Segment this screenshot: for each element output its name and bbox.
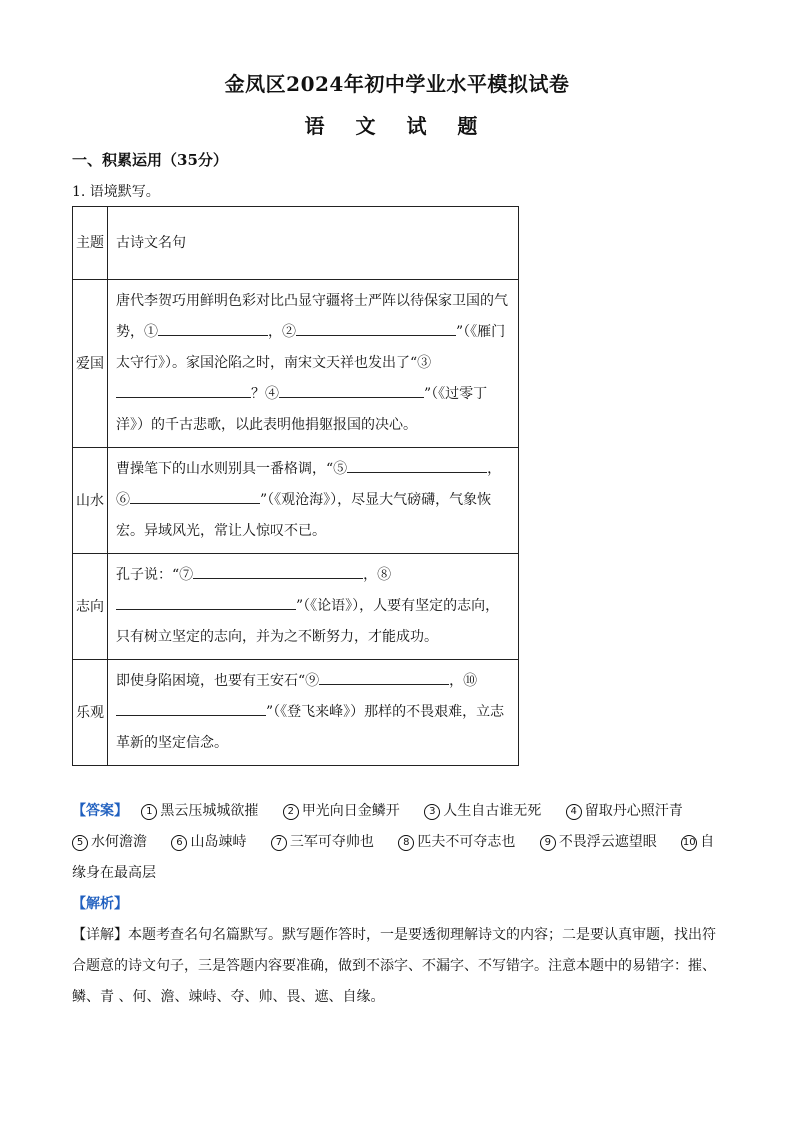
fill-blank-7[interactable] bbox=[193, 560, 363, 579]
answer-tag: 【答案】 bbox=[72, 803, 128, 819]
answer-item: 8 匹夫不可夺志也 bbox=[398, 834, 515, 850]
answer-item: 4 留取丹心照汗青 bbox=[566, 803, 683, 819]
answer-item: 2 甲光向日金鳞开 bbox=[283, 803, 400, 819]
answer-item: 7 三军可夺帅也 bbox=[271, 834, 374, 850]
row-content: 唐代李贺巧用鲜明色彩对比凸显守疆将士严阵以待保家卫国的气势，① ，② ”（《雁门太守行》）。家国沦陷之时，南宋文天祥也发出了“③？④ ”（《过零丁洋》）的千古悲歌，以此表明他捐躯报国的决心。 bbox=[108, 280, 519, 448]
row-topic: 爱国 bbox=[73, 280, 108, 448]
table-row bbox=[73, 554, 519, 660]
fill-blank-8[interactable] bbox=[116, 591, 296, 610]
answer-section bbox=[72, 796, 724, 1013]
answer-item: 10 自缘身在最高层 bbox=[72, 834, 715, 881]
fill-blank-1[interactable] bbox=[158, 317, 268, 336]
header-topic: 主题 bbox=[73, 207, 108, 280]
fill-blank-10[interactable] bbox=[116, 697, 266, 716]
fill-blank-2[interactable] bbox=[296, 317, 456, 336]
exam-title: 金凤区2024年初中学业水平模拟试卷 bbox=[224, 72, 570, 96]
answer-item: 1 黑云压城城欲摧 bbox=[141, 803, 258, 819]
table-row bbox=[73, 448, 519, 554]
answer-number: 1 bbox=[141, 804, 157, 820]
answer-item: 9 不畏浮云遮望眼 bbox=[540, 834, 657, 850]
answer-number: 2 bbox=[283, 804, 299, 820]
poem-table bbox=[72, 206, 519, 766]
answer-number: 5 bbox=[72, 835, 88, 851]
row-content: 曹操笔下的山水则别具一番格调，“⑤ ，⑥ ”（《观沧海》），尽显大气磅礴，气象恢宏。异域风光，常让人惊叹不已。 bbox=[108, 448, 519, 554]
row-content: 孔子说：“⑦ ，⑧”（《论语》），人要有坚定的志向，只有树立坚定的志向，并为之不断努力，才能成功。 bbox=[108, 554, 519, 660]
answer-item: 5 水何澹澹 bbox=[72, 834, 147, 850]
question-label: 1. 语境默写。 bbox=[72, 184, 160, 200]
fill-blank-6[interactable] bbox=[130, 485, 260, 504]
answer-number: 8 bbox=[398, 835, 414, 851]
analysis-detail bbox=[72, 920, 724, 1013]
answer-item: 6 山岛竦峙 bbox=[171, 834, 246, 850]
detail-text: 本题考查名句名篇默写。默写题作答时，一是要透彻理解诗文的内容；二是要认真审题，找出符合题意的诗文句子，三是答题内容要准确，做到不添字、不漏字、不写错字。注意本题中的易错字：摧、鳞、青 、何、澹、竦峙、夺、帅、畏、遮、自缘。 bbox=[72, 927, 716, 1005]
exam-subject: 语 文 试 题 bbox=[304, 114, 490, 138]
header-content: 古诗文名句 bbox=[108, 207, 519, 280]
analysis-tag: 【解析】 bbox=[72, 896, 128, 912]
detail-tag: 【详解】 bbox=[72, 927, 128, 943]
fill-blank-5[interactable] bbox=[347, 454, 487, 473]
table-row bbox=[73, 660, 519, 766]
answer-number: 3 bbox=[424, 804, 440, 820]
section-title: 一、积累运用（35分） bbox=[72, 151, 228, 169]
table-row bbox=[73, 280, 519, 448]
row-topic: 乐观 bbox=[73, 660, 108, 766]
answer-list bbox=[72, 796, 724, 889]
answer-number: 4 bbox=[566, 804, 582, 820]
row-content: 即使身陷困境，也要有王安石“⑨ ，⑩”（《登飞来峰》）那样的不畏艰难，立志革新的坚定信念。 bbox=[108, 660, 519, 766]
fill-blank-4[interactable] bbox=[279, 379, 424, 398]
fill-blank-3[interactable] bbox=[116, 379, 251, 398]
answer-item: 3 人生自古谁无死 bbox=[424, 803, 541, 819]
row-topic: 山水 bbox=[73, 448, 108, 554]
answer-number: 9 bbox=[540, 835, 556, 851]
row-topic: 志向 bbox=[73, 554, 108, 660]
answer-number: 7 bbox=[271, 835, 287, 851]
answer-number: 10 bbox=[681, 835, 697, 851]
answer-number: 6 bbox=[171, 835, 187, 851]
table-header-row bbox=[73, 207, 519, 280]
fill-blank-9[interactable] bbox=[319, 666, 449, 685]
